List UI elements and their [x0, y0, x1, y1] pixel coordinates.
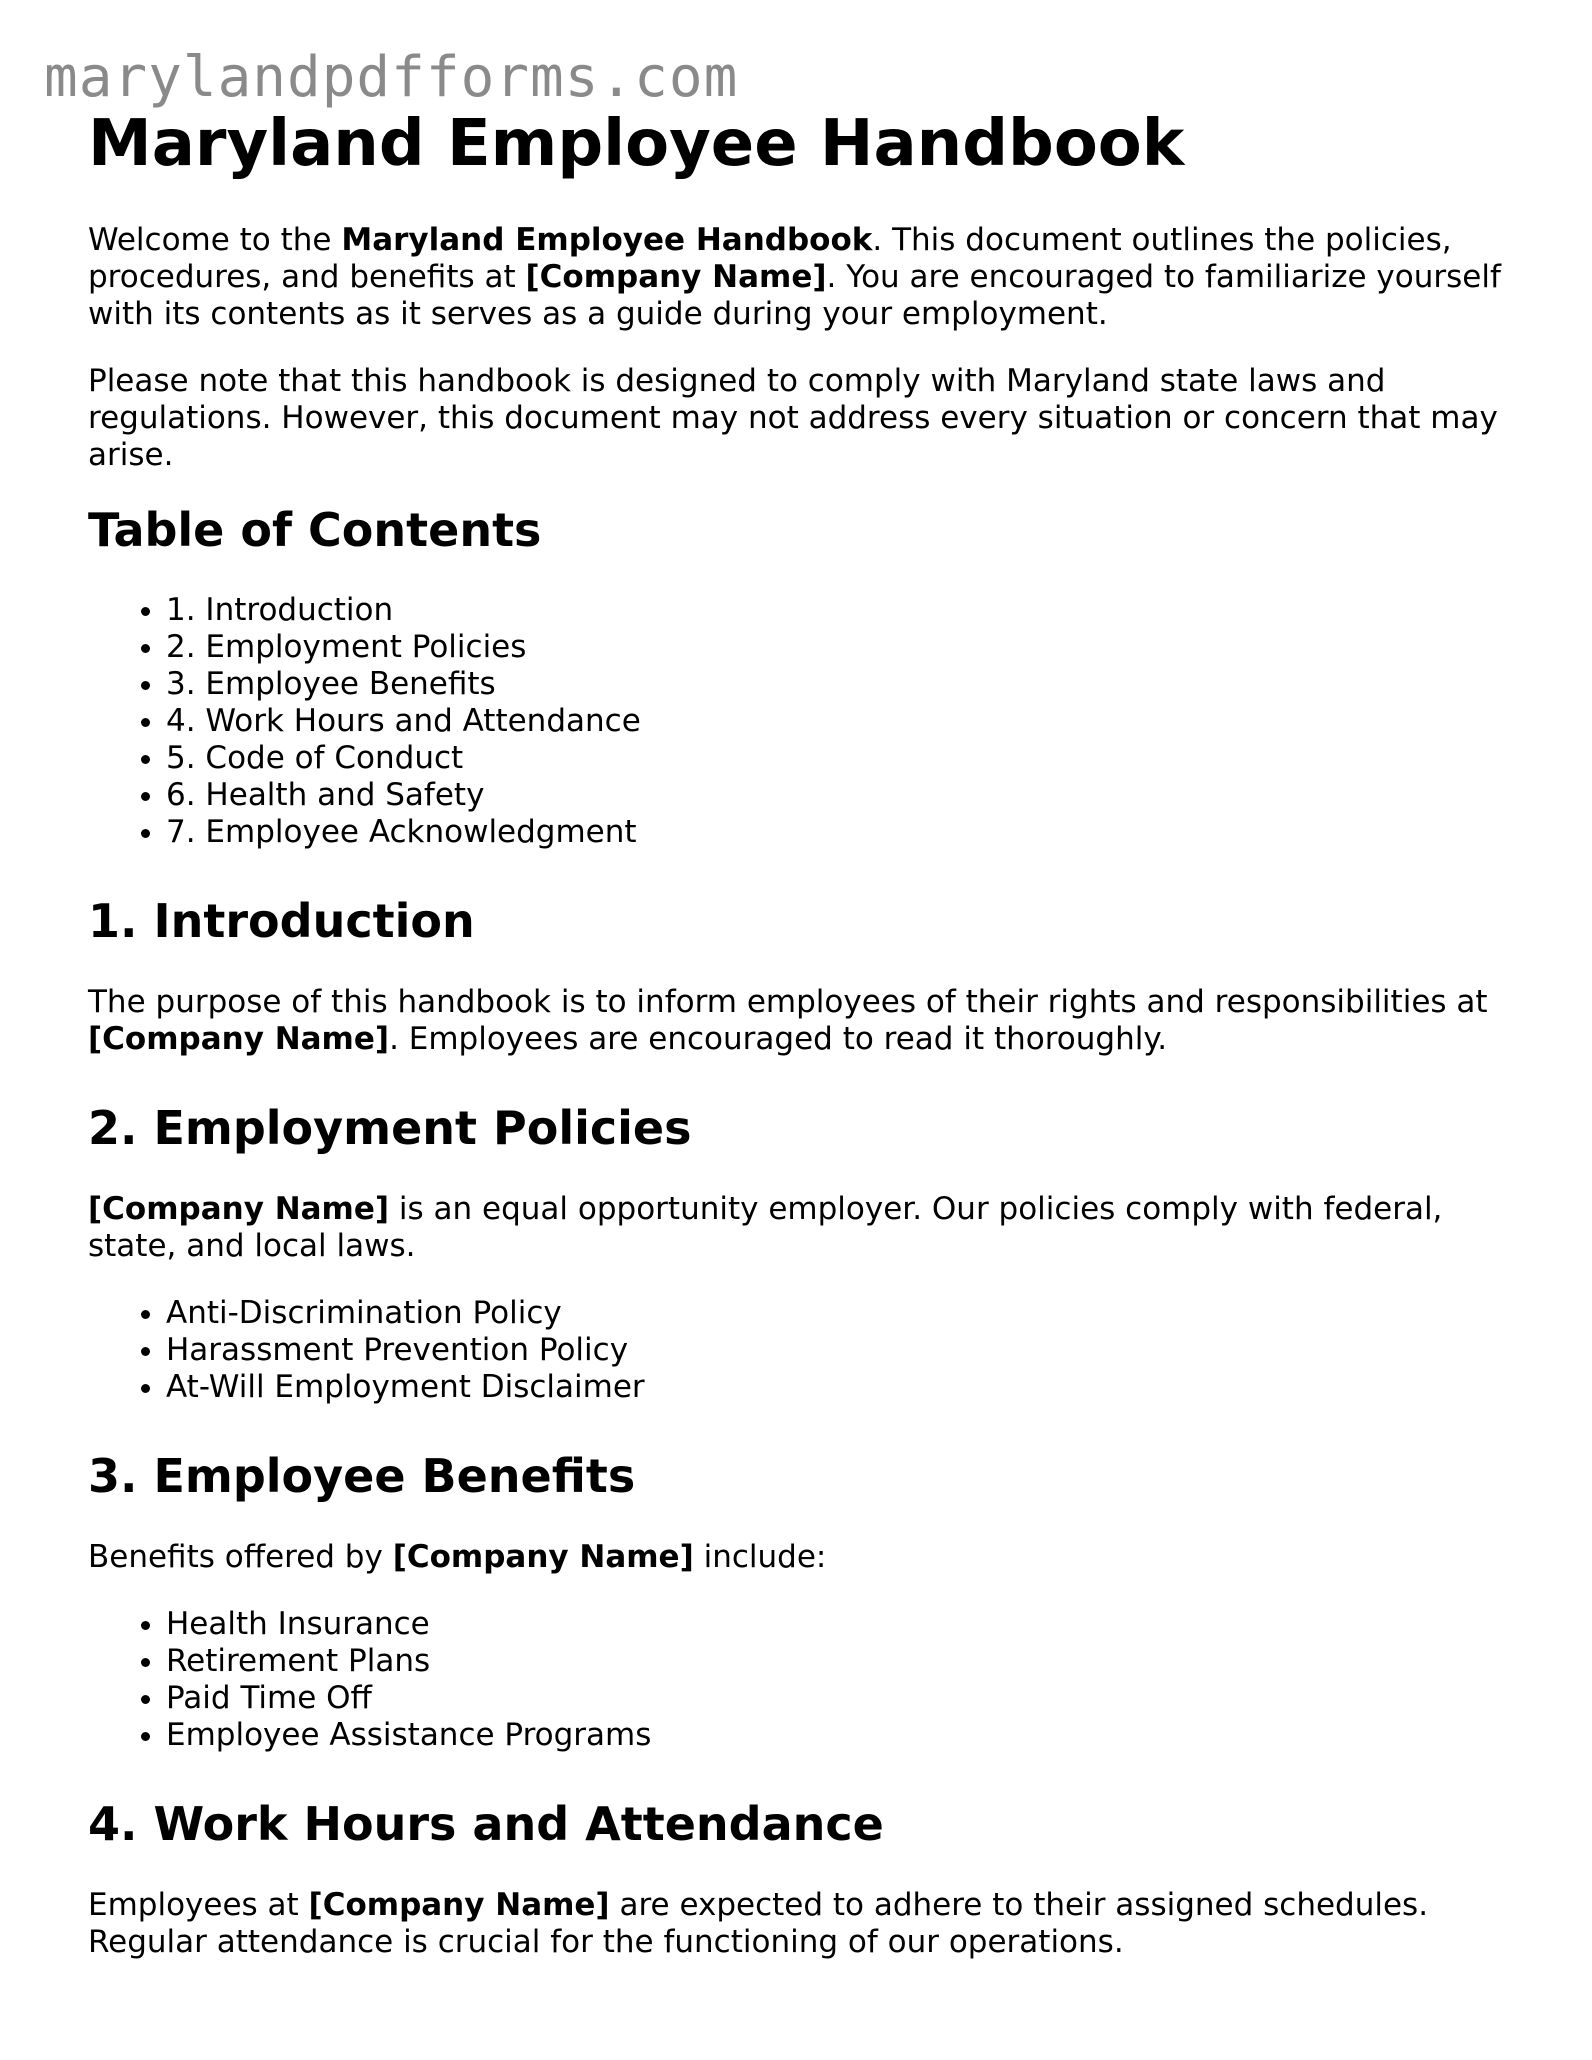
toc-list	[88, 592, 1528, 851]
toc-item: • 4. Work Hours and Attendance	[166, 703, 1528, 740]
section-introduction-text: The purpose of this handbook is to inform employees of their rights and responsibilities at [Company Name]. Employees are encouraged to read it thoroughly.	[88, 984, 1488, 1058]
toc-item: • 1. Introduction	[166, 592, 1528, 629]
intro-paragraph-1: Welcome to the Maryland Employee Handbook. This document outlines the policies, procedures, and benefits at [Company Name]. You are encouraged to familiarize yourself with its contents as it serves as a guide during your employment.	[88, 221, 1501, 332]
list-item: • At-Will Employment Disclaimer	[166, 1369, 1528, 1406]
list-item: • Harassment Prevention Policy	[166, 1332, 1528, 1369]
list-item: • Retirement Plans	[166, 1643, 1528, 1680]
toc-item: • 6. Health and Safety	[166, 777, 1528, 814]
section-work-hours-text: Employees at [Company Name] are expected to adhere to their assigned schedules. Regular attendance is crucial for the functioning of our operations.	[88, 1887, 1429, 1961]
list-item: • Employee Assistance Programs	[166, 1717, 1528, 1754]
toc-item: • 3. Employee Benefits	[166, 666, 1528, 703]
toc-item: • 5. Code of Conduct	[166, 740, 1528, 777]
employment-policies-list	[88, 1295, 1528, 1406]
employee-benefits-list	[88, 1606, 1528, 1754]
intro-paragraph-2: Please note that this handbook is designed to comply with Maryland state laws and regulations. However, this document may not address every situation or concern that may arise.	[88, 362, 1498, 473]
section-employment-policies-text: [Company Name] is an equal opportunity employer. Our policies comply with federal, state, and local laws.	[88, 1191, 1443, 1265]
toc-heading: Table of Contents	[88, 502, 542, 557]
list-item: • Health Insurance	[166, 1606, 1528, 1643]
watermark: marylandpdfforms.com	[44, 45, 739, 110]
section-employment-policies-heading: 2. Employment Policies	[88, 1101, 692, 1156]
page-title: Maryland Employee Handbook	[88, 107, 1185, 181]
section-employee-benefits-heading: 3. Employee Benefits	[88, 1449, 636, 1504]
toc-item: • 7. Employee Acknowledgment	[166, 814, 1528, 851]
list-item: • Paid Time Off	[166, 1680, 1528, 1717]
list-item: • Anti-Discrimination Policy	[166, 1295, 1528, 1332]
toc-item: • 2. Employment Policies	[166, 629, 1528, 666]
section-employee-benefits-text: Benefits offered by [Company Name] include:	[88, 1539, 827, 1576]
document-page	[88, 108, 1528, 1991]
section-work-hours-heading: 4. Work Hours and Attendance	[88, 1797, 884, 1852]
section-introduction-heading: 1. Introduction	[88, 894, 475, 949]
